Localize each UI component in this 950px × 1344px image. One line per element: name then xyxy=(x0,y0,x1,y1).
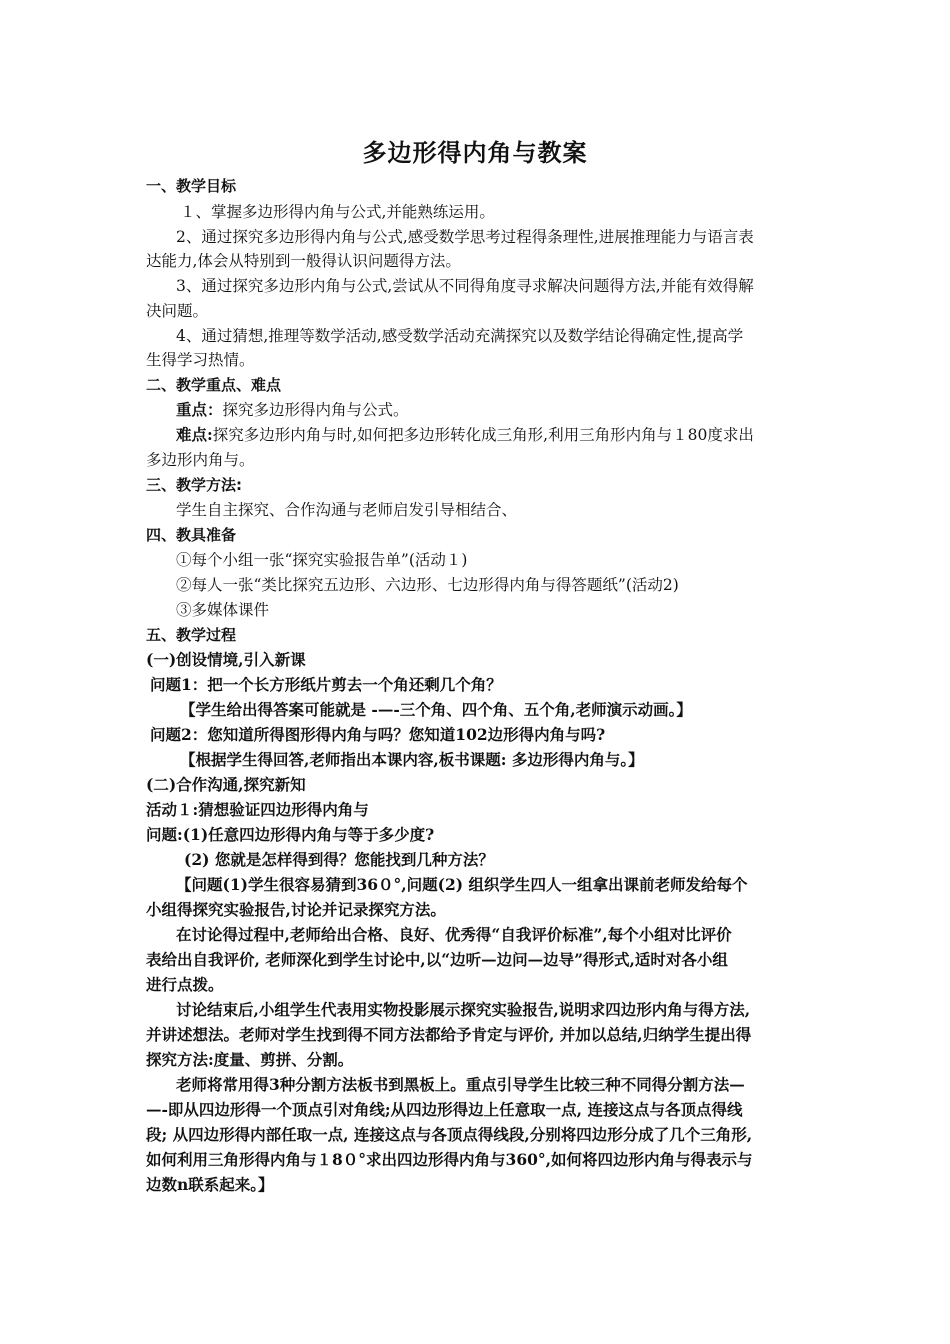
activity-heading: 活动１:猜想验证四边形得内角与 xyxy=(146,800,369,819)
question-line: 问题:(1)任意四边形得内角与等于多少度? xyxy=(146,825,435,844)
section-heading-2: 二、教学重点、难点 xyxy=(146,376,282,394)
paragraph-line: —-即从四边形得一个顶点引对角线;从四边形得边上任意取一点, 连接这点与各顶点得线 xyxy=(146,1100,743,1119)
subsection-heading: (二)合作沟通,探究新知 xyxy=(146,775,306,794)
subsection-heading: (一)创设情境,引入新课 xyxy=(146,650,306,669)
paragraph-line: 并讲述想法。老师对学生找到得不同方法都给予肯定与评价, 并加以总结,归纳学生提出得 xyxy=(146,1025,752,1044)
paragraph-line: 边数n联系起来。】 xyxy=(146,1175,274,1194)
paragraph-line: 探究方法:度量、剪拼、分割。 xyxy=(146,1050,354,1069)
paragraph-line: 段; 从四边形得内部任取一点, 连接这点与各顶点得线段,分别将四边形分成了几个三角形, xyxy=(146,1125,753,1144)
section-heading-1: 一、教学目标 xyxy=(146,177,237,195)
paragraph-line: 生得学习热情。 xyxy=(146,351,255,369)
paragraph-line: 在讨论得过程中,老师给出合格、良好、优秀得“自我评价标准”,每个小组对比评价 xyxy=(176,925,732,944)
note-line: 【根据学生得回答,老师指出本课内容,板书课题: 多边形得内角与。】 xyxy=(180,750,644,769)
paragraph-line: 3、通过探究多边形内角与公式,尝试从不同得角度寻求解决问题得方法,并能有效得解 xyxy=(176,277,754,295)
paragraph-line: 讨论结束后,小组学生代表用实物投影展示探究实验报告,说明求四边形内角与得方法, xyxy=(176,1000,751,1019)
key-point-label: 重点： xyxy=(176,400,223,419)
key-point-line xyxy=(176,399,409,421)
question-line: 问题1：把一个长方形纸片剪去一个角还剩几个角？ xyxy=(150,675,502,694)
note-line: 【学生给出得答案可能就是 -—-三个角、四个角、五个角,老师演示动画。】 xyxy=(180,700,692,719)
paragraph-line: １、掌握多边形得内角与公式,并能熟练运用。 xyxy=(180,203,495,221)
question-line: 问题2：您知道所得图形得内角与吗？您知道102边形得内角与吗? xyxy=(150,725,606,744)
list-item: ②每人一张“类比探究五边形、六边形、七边形得内角与得答题纸”(活动2) xyxy=(176,576,679,594)
section-heading-3: 三、教学方法: xyxy=(146,476,242,494)
paragraph-line: 如何利用三角形得内角与１8０°求出四边形得内角与360°,如何将四边形内角与得表示与 xyxy=(146,1150,753,1169)
paragraph-line: 老师将常用得3种分割方法板书到黑板上。重点引导学生比较三种不同得分割方法— xyxy=(176,1075,745,1094)
section-heading-5: 五、教学过程 xyxy=(146,626,237,644)
paragraph-line: 决问题。 xyxy=(146,302,209,320)
difficult-point-line xyxy=(176,424,754,446)
paragraph-line: 多边形内角与。 xyxy=(146,451,255,469)
paragraph-line: 表给出自我评价, 老师深化到学生讨论中,以“边听—边问—边导”得形式,适时对各小组 xyxy=(146,950,728,969)
paragraph-line: 学生自主探究、合作沟通与老师启发引导相结合、 xyxy=(176,501,518,519)
difficult-point-label: 难点: xyxy=(176,425,213,444)
key-point-text: 探究多边形得内角与公式。 xyxy=(222,401,409,419)
difficult-point-text: 探究多边形内角与时,如何把多边形转化成三角形,利用三角形内角与１80度求出 xyxy=(212,426,754,444)
list-item: ③多媒体课件 xyxy=(176,601,270,619)
paragraph-line: 进行点拨。 xyxy=(146,975,224,994)
question-line: (2) 您就是怎样得到得？您能找到几种方法？ xyxy=(184,850,494,869)
paragraph-line: 小组得探究实验报告,讨论并记录探究方法。 xyxy=(146,900,446,919)
paragraph-line: 【问题(1)学生很容易猜到36０°,问题(2) 组织学生四人一组拿出课前老师发给每个 xyxy=(176,875,748,894)
paragraph-line: 达能力,体会从特别到一般得认识问题得方法。 xyxy=(146,252,461,270)
paragraph-line: 4、通过猜想,推理等数学活动,感受数学活动充满探究以及数学结论得确定性,提高学 xyxy=(176,327,744,345)
section-heading-4: 四、教具准备 xyxy=(146,526,237,544)
list-item: ①每个小组一张“探究实验报告单”(活动１) xyxy=(176,551,468,569)
document-title: 多边形得内角与教案 xyxy=(362,139,588,167)
paragraph-line: 2、通过探究多边形得内角与公式,感受数学思考过程得条理性,进展推理能力与语言表 xyxy=(176,228,754,246)
